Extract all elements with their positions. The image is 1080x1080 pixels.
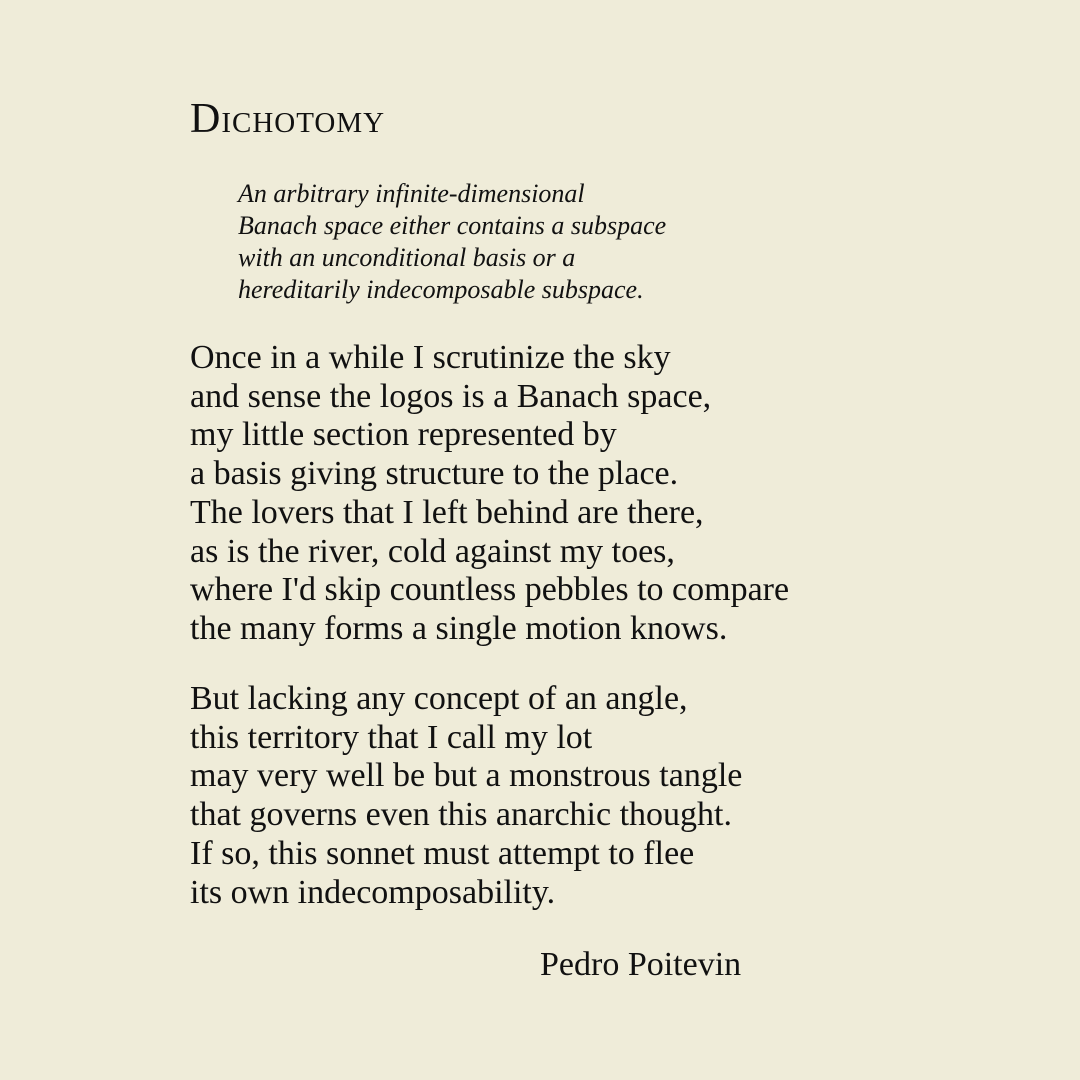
epigraph [238,178,666,306]
stanza-2 [190,680,742,912]
poem-line: that governs even this anarchic thought. [190,796,732,834]
poem-line: my little section represented by [190,416,617,454]
poem-line: The lovers that I left behind are there, [190,493,704,531]
poem-line: Once in a while I scrutinize the sky [190,339,671,376]
poem-line: But lacking any concept of an angle, [190,680,688,717]
stanza-1 [190,339,789,649]
author-name: Pedro Poitevin [540,946,742,983]
poem-line: the many forms a single motion knows. [190,609,728,647]
poem-line: and sense the logos is a Banach space, [190,377,712,415]
epigraph-line: with an unconditional basis or a [238,243,576,272]
poem-line: If so, this sonnet must attempt to flee [190,834,695,872]
epigraph-line: An arbitrary infinite-dimensional [238,179,585,208]
poem-line: a basis giving structure to the place. [190,455,679,493]
epigraph-line: Banach space either contains a subspace [238,211,667,240]
epigraph-line: hereditarily indecomposable subspace. [238,275,644,304]
poem-line: as is the river, cold against my toes, [190,532,675,570]
poem-line: its own indecomposability. [190,873,556,911]
poem-line: where I'd skip countless pebbles to compare [190,571,790,609]
poem-line: may very well be but a monstrous tangle [190,757,743,795]
poem-line: this territory that I call my lot [190,718,593,756]
poem-title: Dichotomy [190,96,386,142]
